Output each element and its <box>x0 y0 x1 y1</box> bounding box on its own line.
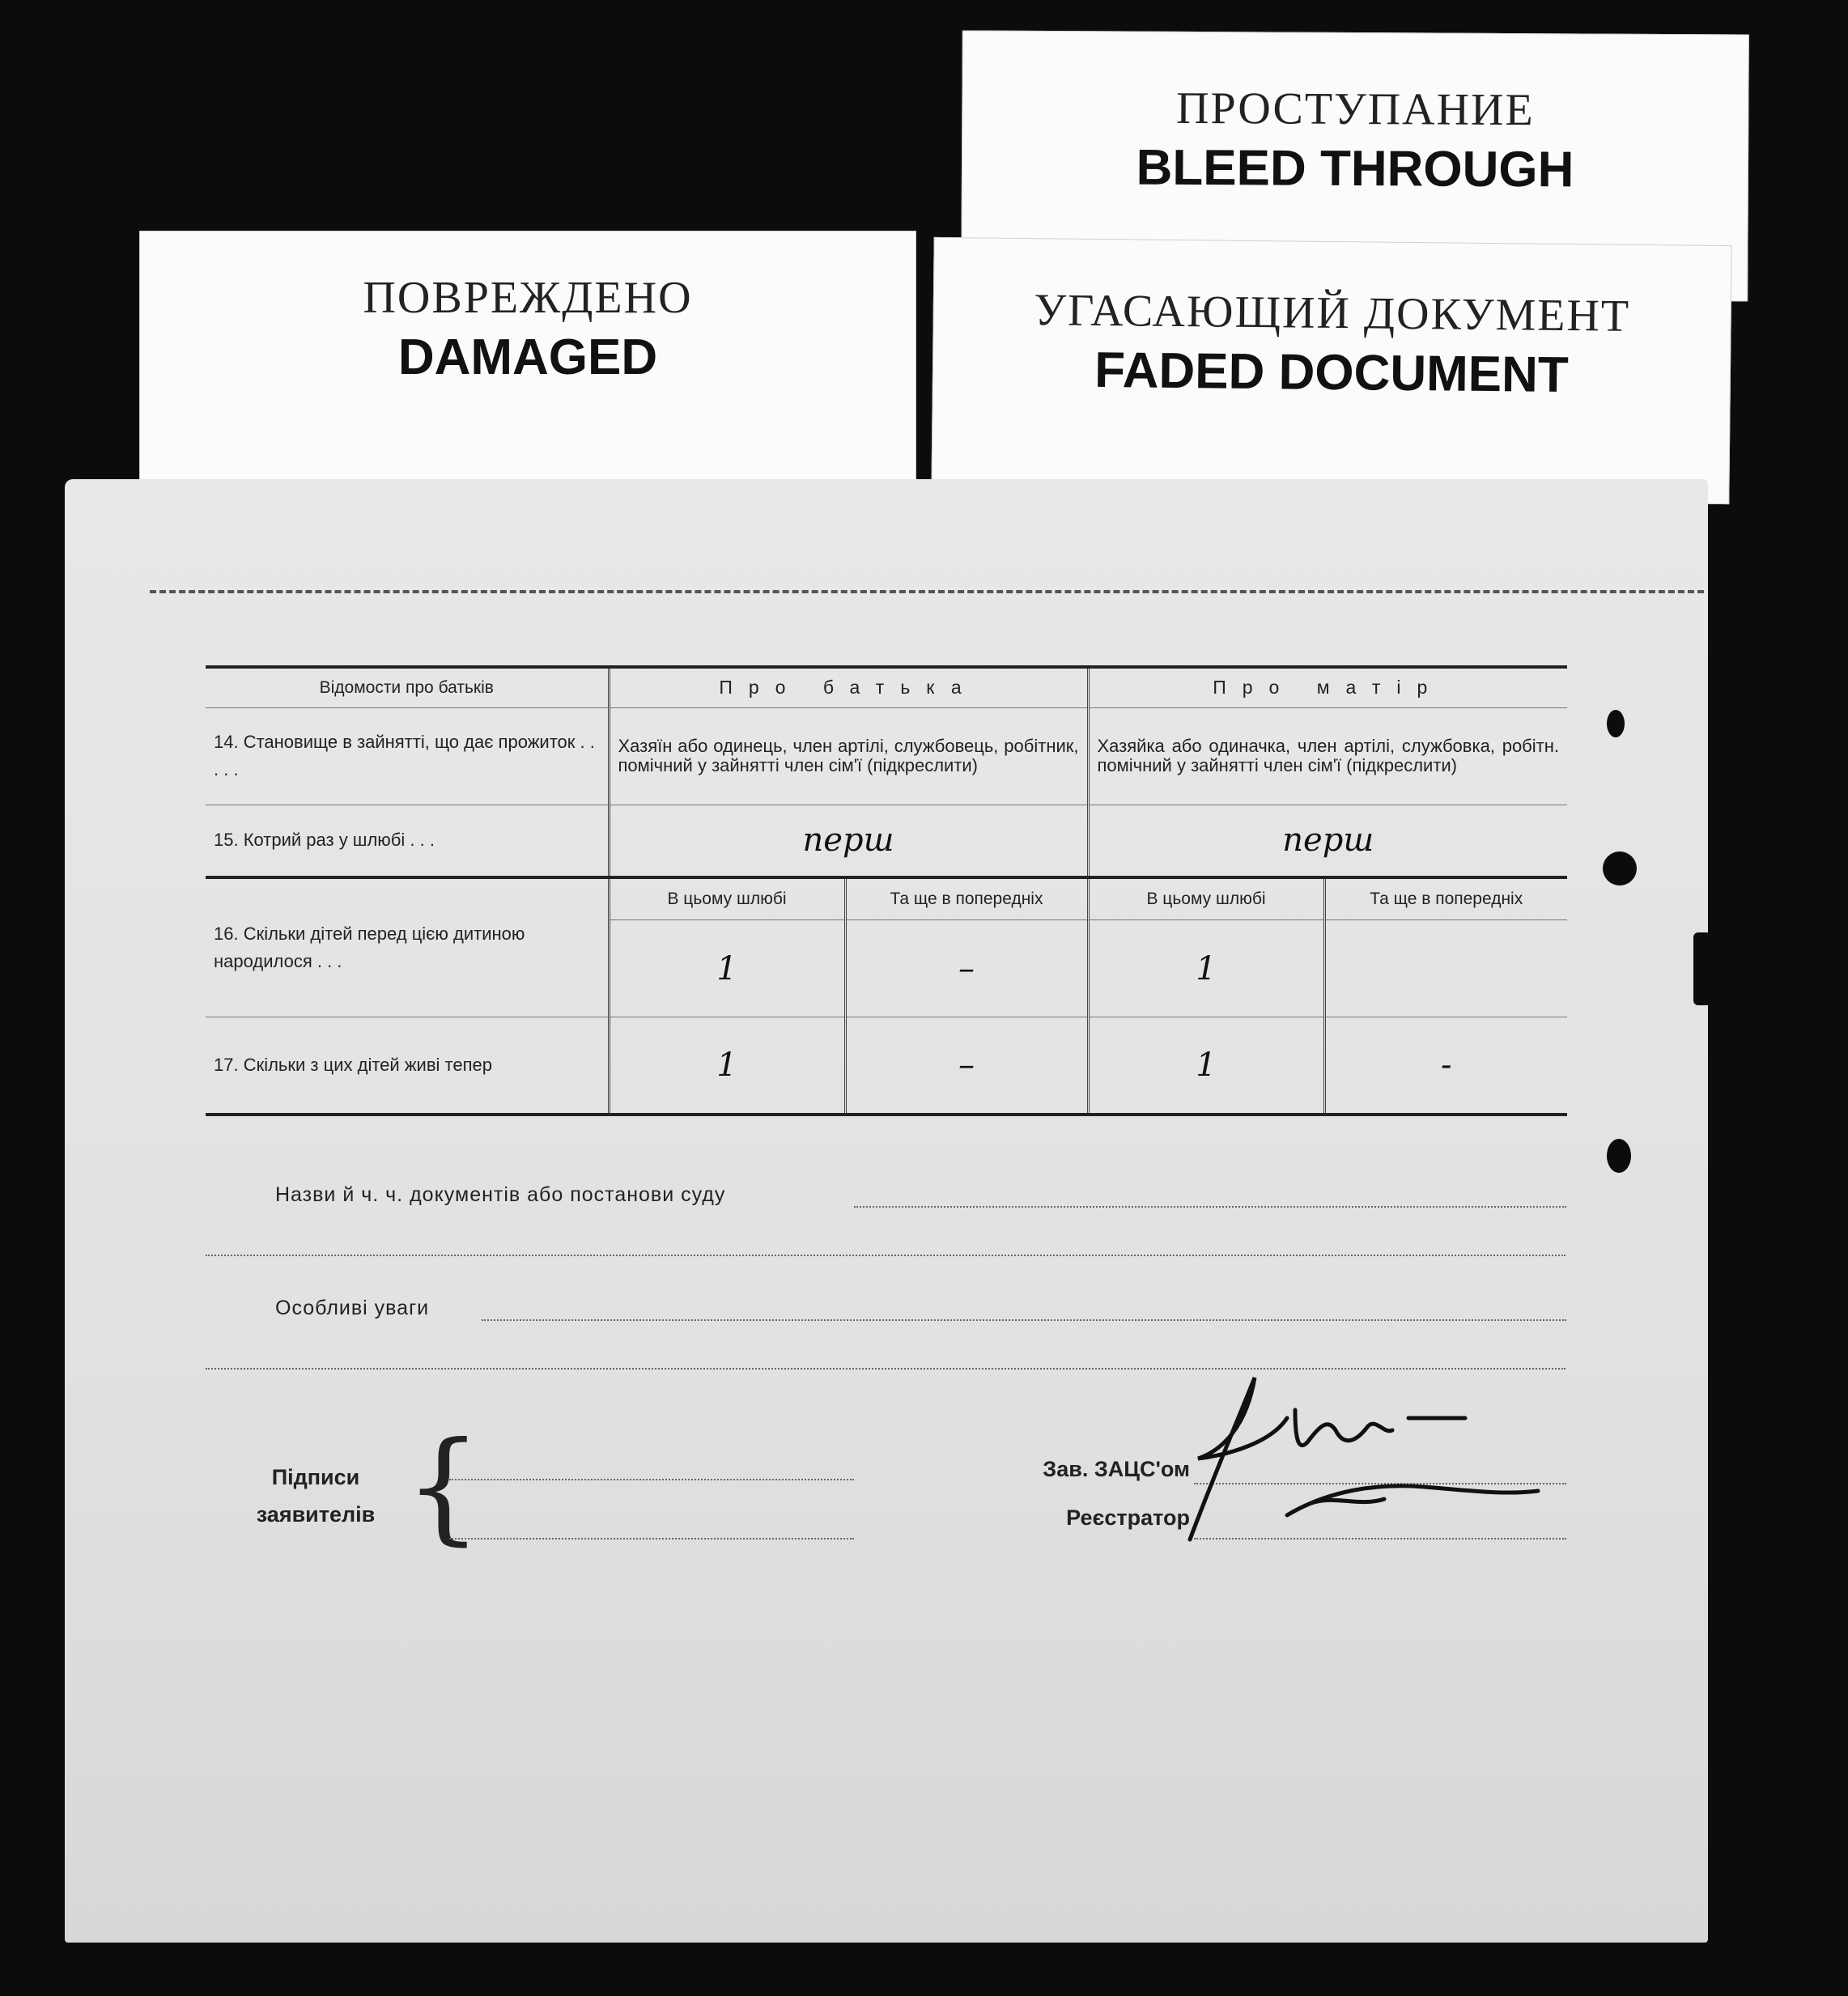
q16-father-prev: – <box>958 949 975 987</box>
applicant-signature-line-1 <box>449 1479 854 1480</box>
q14-mother-options: Хазяйка або одиначка, член артілі, службовка, робітн. помічний у зайнятті член сім'ї (підкреслити) <box>1088 707 1567 805</box>
parents-info-table <box>206 665 1567 1116</box>
registrar-label: Реєстратор <box>1066 1505 1190 1530</box>
q17-label: 17. Скільки з цих дітей живі тепер <box>214 1054 492 1075</box>
applicants-label-line1: Підписи <box>271 1465 360 1489</box>
documents-label: Назви й ч. ч. документів або постанови суду <box>275 1183 726 1206</box>
q15-mother-value: перш <box>1282 822 1374 860</box>
damaged-label-en: DAMAGED <box>397 329 658 385</box>
father-this-marriage-header: В цьому шлюбі <box>609 877 845 920</box>
q14-label: 14. Становище в зайнятті, що дає прожиток . . . . . <box>206 707 609 805</box>
q16-label: 16. Скільки дітей перед цією дитиною народилося . . . <box>206 877 609 1017</box>
perforation-line <box>150 590 1704 593</box>
bleed-through-label-en: BLEED THROUGH <box>1136 139 1574 198</box>
faded-document-label-card <box>931 237 1731 504</box>
q15-label: 15. Котрий раз у шлюбі . . . <box>214 830 435 851</box>
header-parents-info: Відомости про батьків <box>206 667 609 707</box>
q17-father-this: 1 <box>716 1046 737 1084</box>
documents-fill-line <box>854 1206 1566 1208</box>
edge-tear <box>1693 932 1711 1005</box>
documents-fill-line-2 <box>206 1255 1565 1256</box>
q17-mother-this: 1 <box>1196 1046 1217 1084</box>
q15-father-value: перш <box>802 822 894 860</box>
head-zags-label: Зав. ЗАЦС'ом <box>1043 1457 1190 1481</box>
applicants-signatures-label <box>243 1459 389 1533</box>
binding-tear <box>1607 710 1625 737</box>
father-previous-header: Та ще в попередніх <box>845 877 1088 920</box>
q17-mother-prev: - <box>1441 1046 1452 1084</box>
mother-this-marriage-header: В цьому шлюбі <box>1088 877 1324 920</box>
mother-previous-header: Та ще в попередніх <box>1324 877 1567 920</box>
signature-brace: { <box>405 1416 482 1557</box>
damaged-label-card <box>139 231 916 490</box>
remarks-label: Особливі уваги <box>275 1297 430 1319</box>
binding-tear <box>1607 1139 1631 1173</box>
q16-mother-this: 1 <box>1196 949 1217 987</box>
q16-father-this: 1 <box>716 949 737 987</box>
binding-hole <box>1603 851 1637 885</box>
handwritten-signature <box>1166 1353 1587 1564</box>
applicants-label-line2: заявителів <box>256 1502 376 1527</box>
faded-document-label-ru: УГАСАЮЩИЙ ДОКУМЕНТ <box>1034 285 1631 342</box>
bleed-through-label-ru: ПРОСТУПАНИЕ <box>1175 83 1535 136</box>
header-mother: Про матір <box>1088 667 1567 707</box>
remarks-fill-line <box>482 1319 1566 1321</box>
faded-document-label-en: FADED DOCUMENT <box>1094 342 1570 404</box>
registry-form-sheet <box>65 479 1708 1943</box>
applicant-signature-line-2 <box>449 1538 854 1539</box>
q17-father-prev: – <box>958 1046 975 1084</box>
q14-father-options: Хазяїн або одинець, член артілі, службовець, робітник, помічний у зайнятті член сім'ї (підкреслити) <box>609 707 1088 805</box>
damaged-label-ru: ПОВРЕЖДЕНО <box>363 273 693 323</box>
header-father: Про батька <box>609 667 1088 707</box>
